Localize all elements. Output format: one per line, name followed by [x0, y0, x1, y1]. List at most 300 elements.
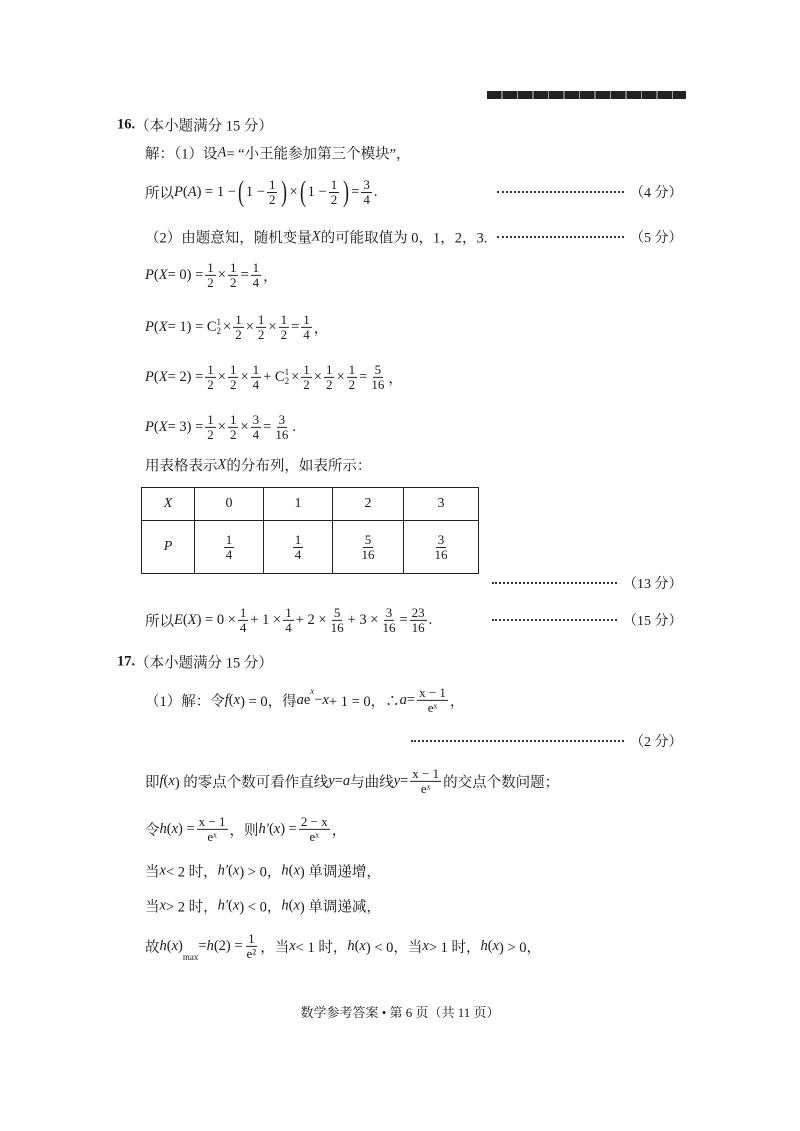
math-variable: h [281, 862, 289, 879]
numerator: 3 [437, 531, 445, 547]
table-cell: X [142, 488, 195, 521]
text-line [145, 261, 278, 289]
text-run: ( [288, 897, 294, 914]
numerator: 1 [257, 311, 265, 327]
text-run: × [223, 318, 232, 335]
fraction [238, 606, 249, 634]
fraction [410, 606, 427, 634]
score-label: （2 分） [630, 735, 683, 750]
text-run: 令 [145, 822, 160, 839]
text-run: ( [288, 862, 294, 879]
math-variable: A [217, 144, 227, 161]
text-line [145, 455, 371, 476]
text-run: ， [313, 320, 329, 337]
numerator: 2 − x [300, 813, 328, 829]
text-run: < 1 时， [295, 939, 348, 956]
math-variable: P [174, 183, 183, 200]
fraction [324, 363, 335, 391]
fraction [251, 413, 262, 441]
math-variable: P [145, 318, 154, 335]
text-run: ) < 0， [239, 899, 282, 916]
math-variable: x [492, 937, 500, 954]
text-run: ) = [178, 820, 195, 837]
text-run: 的交点个数问题； [443, 774, 560, 791]
denominator: 2 [207, 376, 214, 392]
text-run: = [359, 368, 368, 385]
text-run: = 3) = [167, 418, 204, 435]
score-label: （15 分） [623, 614, 683, 629]
superscript: 1 [284, 367, 290, 377]
numerator: x − 1 [419, 684, 446, 700]
fraction [301, 313, 312, 341]
text-run: = [406, 691, 416, 708]
text-run: = “小王能参加第三个模块”， [226, 146, 411, 163]
fraction [197, 815, 228, 843]
fraction [205, 413, 216, 441]
text-run: ( [166, 937, 172, 954]
math-variable: y [328, 772, 335, 789]
denominator: eˣ [420, 780, 431, 796]
denominator: 2 [229, 376, 237, 392]
big-parenthesis: ) [343, 175, 350, 208]
numerator: 1 [229, 361, 237, 377]
math-variable: X [158, 266, 168, 283]
numerator: 23 [411, 604, 425, 620]
text-run: < 2 时， [165, 864, 218, 881]
math-variable: P [145, 368, 154, 385]
fraction [224, 533, 235, 561]
text-line [145, 143, 411, 164]
text-line [145, 930, 542, 963]
text-run: × [336, 368, 345, 385]
text-run: 与曲线 [350, 774, 394, 791]
fraction [279, 313, 290, 341]
text-run: ) < 0，当 [365, 939, 423, 956]
text-run: 所以 [145, 613, 174, 630]
text-line [145, 861, 381, 882]
score-label: （13 分） [623, 577, 683, 592]
text-run: 的分布列，如表所示： [226, 458, 372, 475]
text-run: ( [182, 611, 188, 628]
text-run: + 1 = 0，∴ [328, 693, 400, 710]
denominator: e² [246, 945, 257, 961]
denominator: 16 [411, 619, 425, 635]
math-variable: x [293, 862, 300, 879]
fraction [299, 815, 330, 843]
text-run: + 1 × [250, 611, 282, 628]
denominator: 2 [268, 191, 276, 207]
text-run: ) = 1 − [196, 183, 236, 200]
text-run: × [291, 368, 300, 385]
text-run: − [314, 691, 323, 708]
header-decoration-bar [487, 91, 686, 99]
numerator: 5 [364, 531, 372, 547]
table-cell: 2 [333, 488, 404, 521]
text-run: ( [487, 937, 493, 954]
subscript: 2 [284, 376, 290, 386]
numerator: 1 [252, 361, 260, 377]
numerator: 1 [330, 176, 338, 192]
numerator: x − 1 [198, 813, 226, 829]
table-cell: 3 [404, 488, 479, 521]
denominator: 4 [239, 619, 247, 635]
numerator: 3 [363, 176, 370, 192]
text-run: = [351, 183, 360, 200]
fraction [228, 413, 239, 441]
fraction [233, 313, 244, 341]
text-run: × [240, 418, 249, 435]
table-cell [264, 521, 333, 574]
denominator: 16 [330, 619, 344, 635]
text-run: × [313, 368, 322, 385]
math-variable: x [273, 820, 281, 837]
text-run: ( [228, 897, 233, 914]
text-run: = 1) = C [167, 318, 217, 335]
fraction [410, 767, 441, 795]
denominator: 2 [207, 426, 214, 442]
text-run: = [400, 772, 409, 789]
fraction [347, 363, 358, 391]
page-footer: 数学参考答案 • 第 6 页（共 11 页） [300, 1005, 500, 1020]
text-run: 解：（1）设 [145, 146, 218, 163]
math-variable: X [311, 228, 321, 245]
text-run: 故 [145, 939, 160, 956]
text-run: ) [178, 937, 183, 954]
question-number: 17. [117, 653, 136, 670]
math-variable: h′ [258, 820, 269, 837]
text-run: ，当 [260, 939, 290, 956]
text-run: + 2 × [295, 611, 327, 628]
math-variable: f [224, 691, 229, 708]
numerator: 1 [207, 361, 214, 377]
text-run: ) 单调递增， [299, 864, 381, 881]
denominator: 4 [252, 376, 260, 392]
math-variable: x [171, 937, 179, 954]
math-variable: x [233, 691, 241, 708]
text-run: = [291, 318, 300, 335]
math-variable: x [159, 897, 166, 914]
score-marker [497, 227, 683, 247]
text-run: ) > 0， [239, 864, 282, 881]
math-variable: P [145, 418, 154, 435]
math-variable: X [158, 418, 168, 435]
text-run: （2）由题意知，随机变量 [145, 230, 312, 247]
text-run: （本小题满分 15 分） [135, 118, 273, 135]
numerator: 1 [229, 411, 237, 427]
fraction [360, 533, 377, 561]
numerator: 5 [374, 361, 382, 377]
text-run: = [240, 266, 249, 283]
text-line [145, 413, 296, 441]
text-run: = [399, 611, 408, 628]
score-marker [492, 573, 683, 593]
fraction [293, 533, 304, 561]
text-run: e [303, 691, 311, 708]
text-run: 1 − [245, 183, 265, 200]
numerator: 1 [252, 259, 260, 275]
text-run: ) 的零点个数可看作直线 [174, 774, 329, 791]
big-parenthesis: ) [281, 175, 288, 208]
math-variable: a [399, 691, 407, 708]
numerator: 1 [225, 531, 233, 547]
text-run: = [263, 418, 272, 435]
text-run: ( [163, 772, 169, 789]
score-label: （5 分） [630, 231, 683, 246]
text-run: × [217, 266, 226, 283]
math-variable: h [159, 820, 167, 837]
math-variable: x [289, 937, 296, 954]
numerator: 1 [268, 176, 276, 192]
fraction [361, 178, 372, 206]
math-variable: X [187, 611, 197, 628]
text-run: = 0) = [167, 266, 204, 283]
text-run: 用表格表示 [145, 458, 218, 475]
numerator: 1 [348, 361, 356, 377]
math-variable: h′ [217, 862, 229, 879]
math-variable: X [217, 456, 227, 473]
text-line [145, 606, 432, 634]
text-run: ) = 0 × [196, 611, 236, 628]
denominator: 2 [257, 326, 265, 342]
denominator: eˣ [427, 699, 438, 715]
fraction [283, 606, 294, 634]
numerator: 1 [235, 311, 242, 327]
text-run: 即 [145, 774, 160, 791]
fraction [205, 363, 216, 391]
numerator: 5 [333, 604, 341, 620]
fraction [301, 363, 312, 391]
math-variable: x [293, 897, 300, 914]
numerator: 1 [325, 361, 333, 377]
math-variable: x [359, 937, 366, 954]
text-run: 所以 [145, 185, 174, 202]
denominator: 2 [207, 274, 214, 290]
denominator: 2 [229, 274, 237, 290]
text-run: ( [166, 820, 172, 837]
text-run: ( [182, 183, 188, 200]
dot-leader [497, 191, 624, 193]
denominator: 2 [280, 326, 288, 342]
math-variable: h [347, 937, 355, 954]
question-heading [117, 115, 273, 136]
math-variable: A [187, 183, 197, 200]
superscript: x [310, 685, 315, 696]
math-variable: E [174, 611, 183, 628]
numerator: 1 [207, 259, 214, 275]
math-variable: x [422, 937, 429, 954]
table-cell [404, 521, 479, 574]
fraction [329, 178, 340, 206]
numerator: 1 [303, 361, 310, 377]
text-run: 当 [145, 899, 160, 916]
text-run: ( [153, 318, 159, 335]
text-run: > 1 时， [428, 939, 481, 956]
combination-indices [285, 368, 290, 386]
text-run: ) = [280, 820, 297, 837]
math-variable: h [206, 937, 214, 954]
text-run: = [334, 772, 343, 789]
question-number: 16. [117, 116, 136, 133]
denominator: 2 [348, 376, 356, 392]
subscript: max [182, 952, 199, 963]
text-line [145, 767, 559, 795]
text-run: + C [263, 368, 285, 385]
numerator: 1 [239, 604, 247, 620]
math-variable: X [158, 318, 168, 335]
numerator: 1 [248, 930, 255, 946]
score-marker [492, 610, 683, 630]
text-run: × [245, 318, 254, 335]
distribution-table [141, 487, 479, 574]
text-run: ， [388, 370, 403, 387]
denominator: 4 [252, 274, 260, 290]
text-run: （本小题满分 15 分） [135, 655, 273, 672]
table-row [142, 521, 479, 574]
numerator: 1 [229, 259, 237, 275]
math-variable: h′ [217, 897, 229, 914]
subscript: 2 [216, 326, 222, 336]
math-variable: a [296, 691, 304, 708]
numerator: 1 [207, 411, 214, 427]
text-run: ) > 0， [499, 939, 542, 956]
fraction [251, 261, 262, 289]
score-marker [411, 731, 683, 751]
big-parenthesis: ( [237, 175, 244, 208]
table-header-row [142, 488, 479, 521]
denominator: 2 [330, 191, 338, 207]
fraction [329, 606, 346, 634]
table-cell: P [142, 521, 195, 574]
denominator: 4 [303, 326, 310, 342]
text-run: ) = 0，得 [240, 693, 297, 710]
text-line [145, 227, 487, 248]
fraction [433, 533, 450, 561]
fraction [228, 261, 239, 289]
text-run: . [292, 418, 296, 435]
fraction [251, 363, 262, 391]
denominator: 2 [325, 376, 333, 392]
math-variable: y [393, 772, 401, 789]
numerator: 1 [285, 604, 292, 620]
text-run: ， [449, 693, 465, 710]
fraction [256, 313, 267, 341]
denominator: 2 [303, 376, 310, 392]
superscript: 1 [216, 317, 222, 327]
text-run: ，则 [229, 822, 259, 839]
dot-leader [492, 582, 617, 584]
dot-leader [497, 236, 624, 238]
text-run: ( [153, 368, 159, 385]
denominator: 4 [363, 191, 370, 207]
text-run: （1）解：令 [145, 693, 225, 710]
math-variable: P [145, 266, 154, 283]
text-line [145, 363, 403, 391]
denominator: 2 [229, 426, 237, 442]
text-line [145, 177, 378, 207]
denominator: 16 [382, 619, 396, 635]
numerator: 3 [252, 411, 260, 427]
numerator: 1 [303, 311, 310, 327]
text-run: + 3 × [347, 611, 379, 628]
text-run: . [428, 611, 433, 628]
denominator: 16 [361, 546, 375, 562]
fraction [417, 686, 448, 714]
math-variable: x [168, 772, 175, 789]
text-run: × [268, 318, 277, 335]
big-parenthesis: ( [299, 175, 306, 208]
text-line [145, 815, 346, 843]
text-run: × [217, 368, 226, 385]
text-run: ) 单调递减， [299, 899, 381, 916]
denominator: 2 [235, 326, 242, 342]
text-run: × [217, 418, 226, 435]
denominator: 4 [225, 546, 233, 562]
table-cell [333, 521, 404, 574]
text-line [145, 686, 464, 714]
math-variable: X [158, 368, 168, 385]
math-variable: f [159, 772, 164, 789]
text-run: ( [153, 266, 159, 283]
math-variable: x [322, 691, 329, 708]
text-run: = 2) = [167, 368, 204, 385]
fraction [380, 606, 397, 634]
text-run: ( [228, 862, 233, 879]
text-line [145, 896, 381, 917]
text-run: ( [153, 418, 159, 435]
text-run: × [240, 368, 249, 385]
math-variable: x [232, 897, 240, 914]
denominator: 4 [294, 546, 302, 562]
question-heading [117, 652, 273, 673]
text-run: ( [268, 820, 274, 837]
fraction [228, 363, 239, 391]
score-label: （4 分） [630, 186, 683, 201]
text-run: ( [354, 937, 360, 954]
text-run: 当 [145, 864, 160, 881]
denominator: eˣ [207, 828, 217, 844]
numerator: 3 [278, 411, 286, 427]
denominator: 16 [434, 546, 448, 562]
combination-indices [217, 318, 222, 336]
text-run: 1 − [307, 183, 327, 200]
numerator: x − 1 [412, 765, 440, 781]
math-variable: x [232, 862, 240, 879]
fraction [267, 178, 278, 206]
denominator: 4 [285, 619, 292, 635]
math-variable: x [171, 820, 179, 837]
numerator: 1 [280, 311, 288, 327]
numerator: 1 [294, 531, 302, 547]
text-run: > 2 时， [165, 899, 218, 916]
denominator: 16 [275, 426, 289, 442]
text-run: . [373, 183, 378, 200]
text-run: (2) = [213, 937, 243, 954]
denominator: 16 [371, 376, 385, 392]
math-variable: h [159, 937, 167, 954]
math-variable: x [159, 862, 166, 879]
dot-leader [492, 619, 617, 621]
math-variable: h [281, 897, 289, 914]
table-cell: 0 [195, 488, 264, 521]
denominator: eˣ [309, 828, 320, 844]
fraction [245, 932, 259, 960]
text-run: × [289, 183, 298, 200]
numerator: 3 [385, 604, 393, 620]
text-run: 的可能取值为 0，1，2，3. [320, 230, 488, 247]
fraction [273, 413, 290, 441]
fraction [369, 363, 386, 391]
table-cell [195, 521, 264, 574]
